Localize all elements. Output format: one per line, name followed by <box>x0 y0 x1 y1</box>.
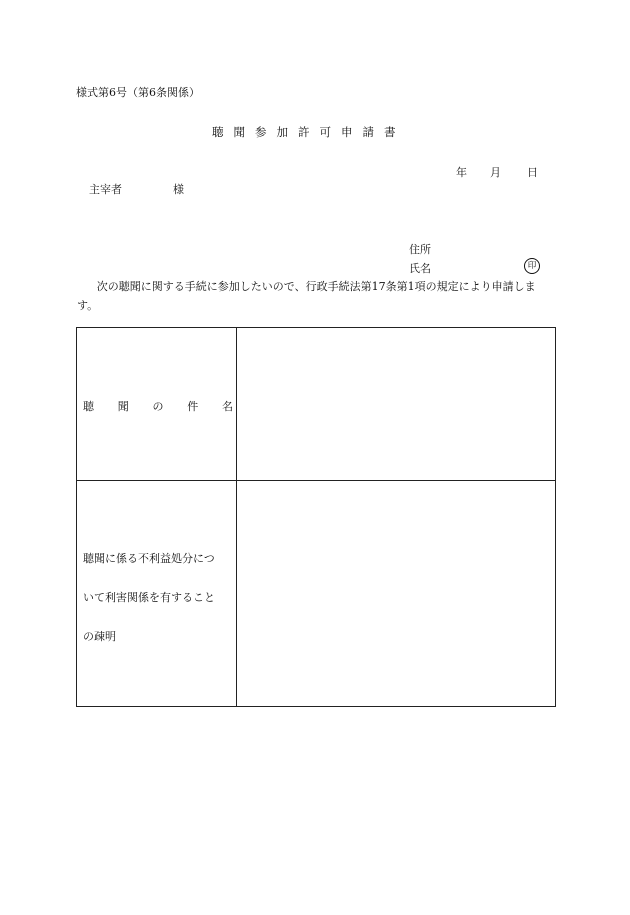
interest-explanation-label-line: 聴聞に係る不利益処分につ <box>83 552 215 565</box>
date-year-label: 年 <box>456 166 467 179</box>
table-column-divider <box>236 328 237 706</box>
interest-explanation-field[interactable] <box>238 482 554 706</box>
hearing-subject-label <box>83 398 233 414</box>
application-statement: 次の聴聞に関する手続に参加したいので、行政手続法第17条第1項の規定により申請します。 <box>77 280 536 312</box>
hearing-subject-label-char: の <box>152 400 164 413</box>
date-month-label: 月 <box>490 166 501 179</box>
interest-explanation-label-line: の疎明 <box>83 630 116 643</box>
document-title: 聴聞参加許可申請書 <box>212 125 406 139</box>
table-row-divider <box>77 480 555 481</box>
date-day-label: 日 <box>527 166 538 179</box>
applicant-address-label: 住所 <box>409 243 431 256</box>
hearing-subject-label-char: 件 <box>187 400 199 413</box>
application-table <box>76 327 556 707</box>
hearing-subject-label-char: 名 <box>222 400 233 413</box>
applicant-name-label: 氏名 <box>409 262 431 275</box>
seal-icon: 印 <box>524 258 540 274</box>
hearing-subject-label-char: 聞 <box>117 400 129 413</box>
form-number: 様式第6号（第6条関係） <box>76 86 200 99</box>
interest-explanation-label <box>83 539 233 656</box>
interest-explanation-label-line: いて利害関係を有すること <box>83 591 215 604</box>
organizer-honorific: 様 <box>173 183 184 196</box>
hearing-subject-field[interactable] <box>238 329 554 479</box>
hearing-subject-label-char: 聴 <box>83 400 94 413</box>
organizer-label: 主宰者 <box>89 183 122 196</box>
